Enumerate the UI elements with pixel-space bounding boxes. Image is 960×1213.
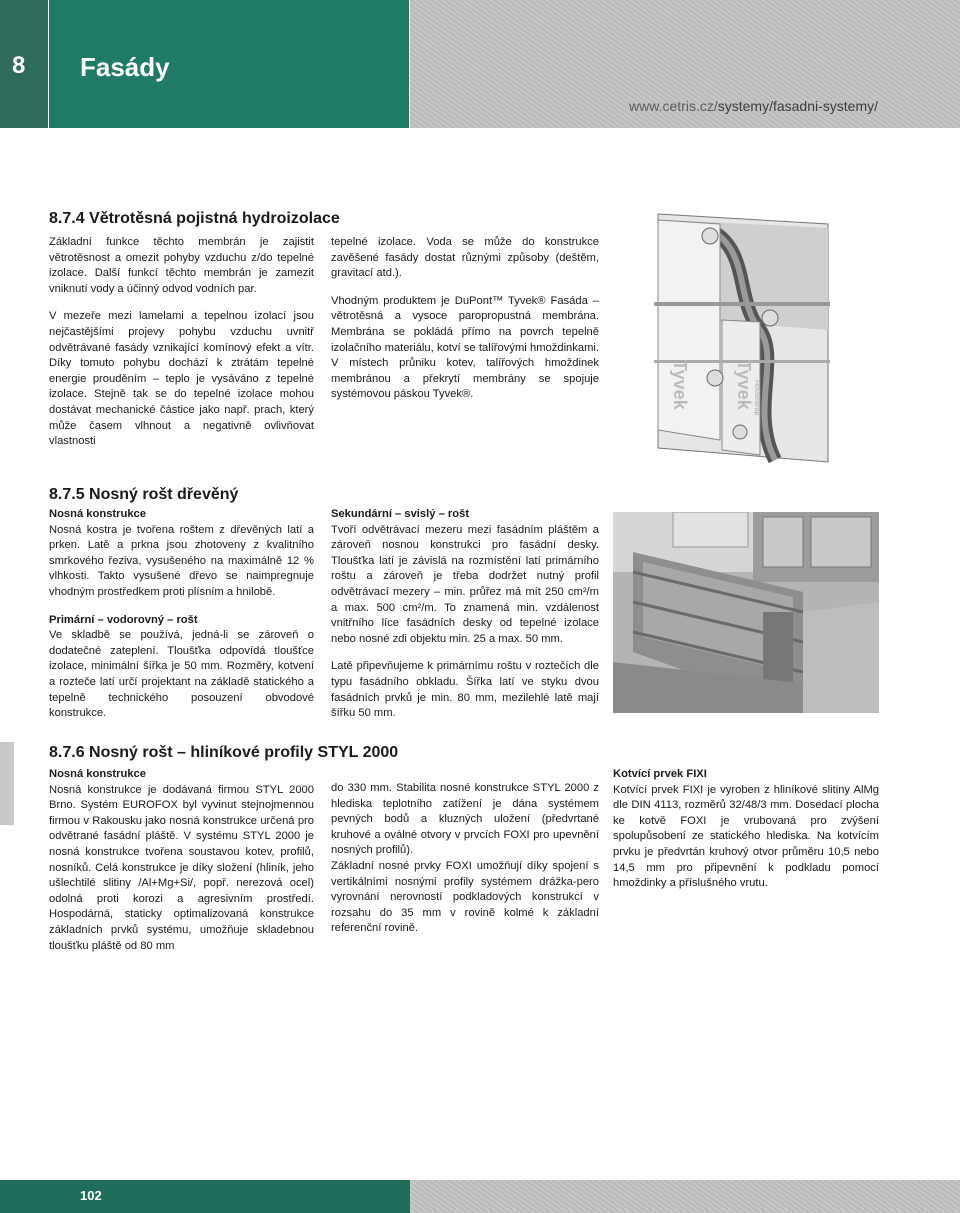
s875-paragraph: Latě připevňujeme k primárnímu roštu v roztečích dle typu fasádního obkladu. Šířka latí ve styku dvou fasádních prvků je min. 80 mm, mezilehlé latě mají šířku 50 mm.	[331, 660, 599, 720]
tyvek-membrane-illustration	[640, 210, 830, 470]
s876-paragraph: Základní nosné prvky FOXI umožňují díky spojení s vertikálními nosnými profily systémem drážka-pero vyrovnání nerovností podkladových konstrukcí v rozsahu do 35 mm v rovině kolmé k základní referenční rovině.	[331, 859, 599, 935]
chapter-title: Fasády	[80, 52, 170, 82]
s875-paragraph: Tvoří odvětrávací mezeru mezi fasádním pláštěm a zároveň nosnou konstrukci pro fasádní desky. Tloušťka latí je závislá na rozmístění latí primárního roštu a zároveň je třeba dodržet nutný profil odvětrávací mezery – min. průřez má mít 250 cm²/m a max. 500 cm²/m. To znamená min. vzdálenost vnitřního líce fasádních desky od tepelné izolace nebo nosné zdi objektu min. 25 a max. 50 mm.	[331, 523, 599, 645]
tyvek-label: Tyvek	[734, 360, 754, 410]
s876-paragraph: Nosná konstrukce je dodávaná firmou STYL 2000 Brno. Systém EUROFOX byl vyvinut stejnojmennou firmou v Rakousku jako nosná konstrukce určená pro odvětrané fasádní pláště. V systému STYL 2000 je nosná konstrukce tvořena soustavou kotev, profilů, nosníků. Celá konstrukce je díky složení (hliník, jeho ušlechtilé slitiny /Al+Mg+Si/, popř. nerezová ocel) odolná proti korozi a agresivním prostředí. Hospodárná, staticky optimalizovaná konstrukce základních prvků systému, umožňuje skladebnou tloušťku pláště od 80 mm	[49, 783, 314, 952]
s874-paragraph: Základní funkce těchto membrán je zajistit větrotěsnost a omezit pohyby vzduchu z/do tepelné izolace. Další funkcí těchto membrán je zamezit vniknutí vody a účinný odvod vodních par.	[49, 236, 314, 295]
s875-subheading: Sekundární – svislý – rošt	[331, 508, 470, 520]
url-path: systemy/fasadni-systemy/	[717, 98, 878, 114]
s875-paragraph: Ve skladbě se používá, jedná-li se zároveň o dodatečné zateplení. Tloušťka odpovídá tloušťce izolace, minimální šířka je 50 mm. Rozměry, kotvení a rozteče latí určí projektant na základě statického a tepelně technického posouzení obvodové konstrukce.	[49, 629, 314, 720]
section-title-875: 8.7.5 Nosný rošt dřevěný	[49, 486, 239, 503]
s875-subheading: Primární – vodorovný – rošt	[49, 613, 198, 626]
s874-column-2	[331, 235, 599, 415]
s876-paragraph: do 330 mm. Stabilita nosné konstrukce STYL 2000 z hlediska teplotního zatížení je dána systémem pevných bodů a kluzných uložení (předvrtané kruhové a oválné otvory v prvcích FOXI pro upevnění nosných profilů).	[331, 782, 599, 857]
s874-paragraph: V mezeře mezi lamelami a tepelnou izolací jsou nejčastějšími projevy pohybu vzduchu uvnitř odvětrávané fasády vznikající komínový efekt a vítr. Díky tomuto pohybu dochází k ztrátám tepelné energie prouděním – teplo je vysáváno z tepelné izolace. Stejně tak se do tepelné izolace mohou dostávat mechanické částice jako např. prach, který může časem vlhnout a negativně ovlivňovat vlastnosti	[49, 310, 314, 448]
wooden-grid-construction-photo	[613, 512, 879, 713]
section-title-874: 8.7.4 Větrotěsná pojistná hydroizolace	[49, 210, 340, 227]
footer-texture	[410, 1180, 960, 1213]
s875-column-2	[331, 507, 599, 734]
chapter-number-block	[0, 0, 48, 128]
chapter-title-block	[49, 0, 409, 128]
s875-subheading: Nosná konstrukce	[49, 508, 146, 520]
s875-paragraph: Nosná kostra je tvořena roštem z dřevěných latí a prken. Latě a prkna jsou zhotoveny z kvalitního smrkového řeziva, vysušeného na maximálně 12 % vlhkosti. Takto vysušené dřevo se naimpregnuje vhodným prostředkem proti plísním a hnilobě.	[49, 523, 314, 598]
s876-column-2	[331, 781, 599, 949]
s874-column-1	[49, 235, 314, 462]
s876-column-3	[613, 767, 879, 904]
s876-subheading: Nosná konstrukce	[49, 768, 146, 780]
housewrap-label: Housewrap	[753, 380, 760, 416]
section-title-876: 8.7.6 Nosný rošt – hliníkové profily STYL 2000	[49, 744, 399, 761]
url-prefix: www.cetris.cz/	[629, 98, 718, 114]
page-number: 102	[80, 1188, 102, 1203]
s876-subheading: Kotvící prvek FIXI	[613, 768, 707, 780]
tyvek-label: Tyvek	[670, 360, 690, 410]
side-tab	[0, 742, 14, 825]
footer-bar	[0, 1180, 410, 1213]
s874-paragraph: Vhodným produktem je DuPont™ Tyvek® Fasáda – větrotěsná a vysoce paropropustná membrána. Membrána se pokládá přímo na povrch tepelně izolačního materiálu, kotví se talířovými hmoždinkami. V místech průniku kotev, talířových hmoždinek membránou a překrytí membrány se spojuje systémovou páskou Tyvek®.	[331, 294, 599, 401]
chapter-number: 8	[12, 52, 26, 79]
s876-column-1	[49, 767, 314, 966]
s876-paragraph: Kotvící prvek FIXI je vyroben z hliníkové slitiny AlMg dle DIN 4113, rozměrů 32/48/3 mm. Dosedací plocha ke kotvě FOXI je vrubovaná pro zvýšení spolupůsobení ze statického hlediska. Na kotvícím prvku je předvrtán kruhový otvor průměru 10,5 nebo 14,5 mm pro připevnění k podkladu pomocí hmoždinky a příslušného vrutu.	[613, 783, 879, 890]
header-url[interactable]	[629, 98, 878, 114]
s875-column-1	[49, 507, 314, 734]
s874-paragraph: tepelné izolace. Voda se může do konstrukce zavěšené fasády dostat různými způsoby (deštěm, gravitací atd.).	[331, 236, 599, 280]
